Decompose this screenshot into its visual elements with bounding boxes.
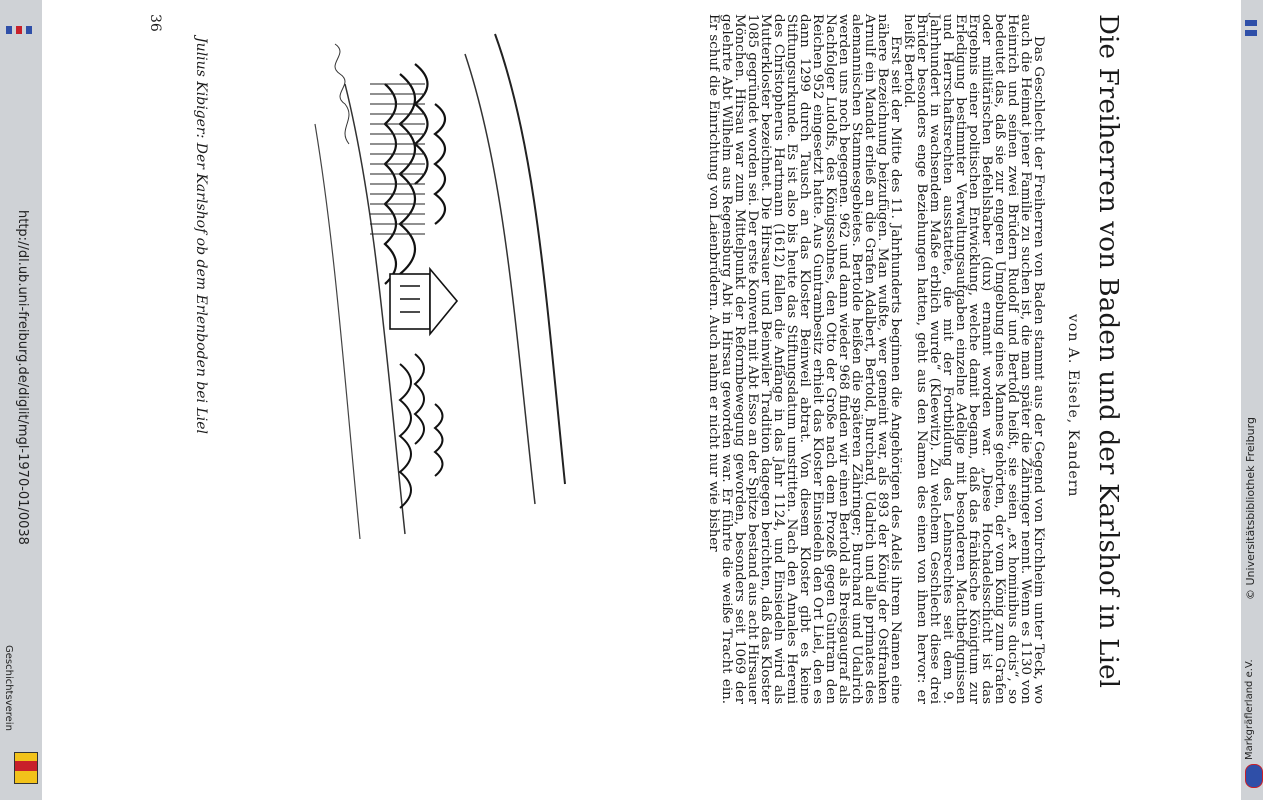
illustration-caption: Julius Kibiger: Der Karlshof ob dem Erlenboden bei Liel (193, 37, 209, 434)
right-sidebar (1241, 0, 1263, 800)
article-title: Die Freiherren von Baden und der Karlshof in Liel (1093, 14, 1123, 689)
society-logo-icon (1245, 764, 1263, 788)
publisher-label: Geschichtsverein (3, 645, 14, 731)
scanned-page (125, 14, 1125, 704)
paragraph: Das Geschlecht der Freiherren von Baden stammt aus der Gegend von Kirchheim unter Teck, wo auch die Heimat jener Familie zu suchen ist, die man später die Zähringer nennt. Wenn es 1130 von Heinrich und seinen zwei Brüdern Rudolf und Bertold heißt, sie seien „ex hominibus ducis“, so bedeutet das, daß sie zur engeren Umgebung eines Mannes gehörten, der vom König zum Grafen oder militärischen Befehlshaber (dux) ernannt worden war. „Diese Hochadelsschicht ist das Ergebnis einer politischen Entwicklung, welche damit begann, daß das fränkische Königtum zur Erledigung bestimmter Verwaltungsaufgaben einzelne Adelige mit besonderen Machtbefugnissen und Herrschaftsrechten ausstattete, die mit der Fortbildung des Lehnsrechtes seit dem 9. Jahrhundert in wachsendem Maße erblich wurde“ (Kleewitz). Zu welchem Geschlecht diese drei Brüder besonders enge Beziehungen hatten, geht aus den Namen des einen von ihnen hervor: er heißt Bertold. (901, 14, 1046, 704)
paragraph: Erst seit der Mitte des 11. Jahrhunderts beginnen die Angehörigen des Adels ihrem Namen eine nähere Bezeichnung beizufügen. Man wußte, wer gemeint war, als 893 der König der Ostfranken Arnulf ein Mandat erließ an die Grafen Adalbert, Bertold, Burchard, Udalrich und alle primates des alemannischen Stammesgebietes. Bertolde heißen die späteren Zähringer; Burchard und Udalrich werden uns noch begegnen. 962 und dann wieder 968 finden wir einen Bertold als Breisgaugraf als Nachfolger Ludolfs, des Königssohnes, den Otto der Große nach dem Prozeß gegen Guntram den Reichen 952 eingesetzt hatte. Aus Guntrambesitz erhielt das Kloster Einsiedeln den Ort Liel, den es dann 1299 durch Tausch an das Kloster Beinweil abtrat. Von diesem Kloster gibt es keine Stiftungsurkunde. Es ist also bis heute das Stiftungsdatum umstritten. Nach den Annales Heremi des Christopherus Hartmann (1612) fallen die Anfänge in das Jahr 1124, und Einsiedeln wird als Mutterkloster bezeichnet. Die Hirsauer und Beinwiler Tradition dagegen berichten, daß das Kloster 1085 gegründet worden sei. Der erste Konvent mit Abt Esso an der Spitze bestand aus acht Hirsauer Mönchen. Hirsau war zum Mittelpunkt der Reformbewegung geworden, besonders seit 1069 der gelehrte Abt Wilhelm aus Regensburg Abt in Hirsau geworden war. Er führte die weiße Tracht ein. Er schuf die Einrichtung von Laienbrüdern. Auch nahm er nicht nur wie bisher (706, 14, 903, 704)
society-label: Markgräflerland e.V. (1244, 659, 1255, 760)
document-url[interactable]: http://dl.ub.uni-freiburg.de/diglit/mgl-1970-01/0038 (15, 210, 30, 545)
article-body (707, 14, 1045, 704)
karlshof-sketch (295, 24, 575, 544)
coat-of-arms-icon (14, 752, 38, 784)
left-sidebar (0, 0, 42, 800)
flag-icon (1245, 20, 1257, 36)
page-number: 36 (147, 14, 163, 32)
flag-icon (6, 26, 32, 34)
copyright-label: © Universitätsbibliothek Freiburg (1244, 417, 1257, 600)
article-author: von A. Eisele, Kandern (1065, 314, 1081, 498)
